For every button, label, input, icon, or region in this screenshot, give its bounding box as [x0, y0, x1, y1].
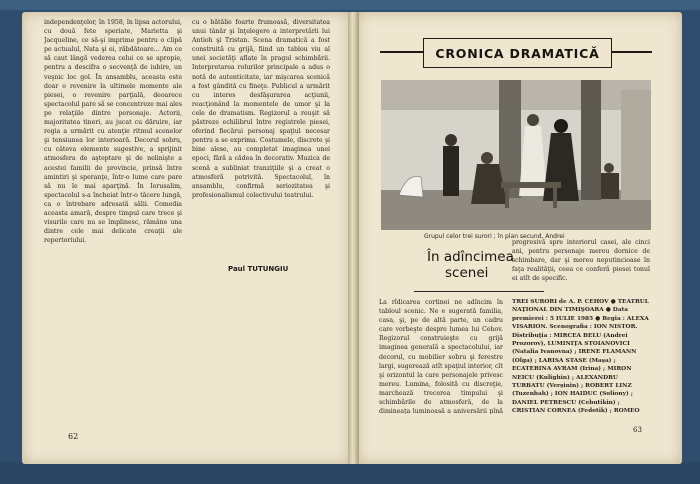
production-credits: [512, 298, 649, 416]
article-author: Paul TUTUNGIU: [228, 265, 289, 273]
page-number-right: 63: [633, 426, 642, 434]
left-column-1-text: independenţelor, în 1958, în lipsa actorului, cu două fete speriate, Marietta şi Jacqueline, ce să-şi imprime pentru o clipă pe actualul, Nata şi ei, răbdătoare... Am ce să caut lângă vederea celui ce se apropie, pentru a descifra o secvenţă de iubire, un veşnic loc gol. În ansamblu, aceasta este doar o revenire la ultimele momente ale piesei, o revenire parţială, deoarece spectacolul pare să se concentreze mai ales pe relaţiile dintre personaje. Actorii, majoritatea tineri, au jucat cu dăruire, iar regia a urmărit cu atenţie ritmul scenelor şi tensiunea lor interioară. Decorul sobru, cu câteva elemente sugestive, a sprijinit atmosfera de aşteptare şi de nelinişte a acestei familii de provincie, prinsă între amintiri şi speranţe, într-o lume care pare să nu le mai aparţină. În Ierusalim, spectacolul s-a încheiat într-o tăcere lungă, ca o întrebare adresată sălii. Comedia aceasta amară, despre timpul care trece şi visurile care nu se împlinesc, rămâne una dintre cele mai delicate creaţii ale repertoriului.: [44, 19, 182, 245]
book-cover-top: [0, 0, 700, 10]
credits-text: TREI SURORI de A. P. CEHOV ● TEATRUL NAŢIONAL DIN TIMIŞOARA ● Data premierei : 5 IULIE 1985 ● Regia : ALEXA VISARION. Scenografia : ION NISTOR. Distribuţia : MIRCEA BELU (Andrei Prozorov), LUMINIŢA STOIANOVICI (Natalia Ivanovna) ; IRENE FLAMANN (Olga) ; LARISA STASE (Maşa) ; ECATERINA AVRAM (Irina) ; MIRON NEICU (Kulîghin) ; ALEXANDRU TURBATU (Verşinin) ; ROBERT LINZ (Tuzenbah) ; ION HAIDUC (Soliony) ; DANIEL PETRESCU (Cebutîkin) ; CRISTIAN CORNEA (Fedotik) ; ROMEO: [512, 299, 649, 415]
theatre-photo: [381, 80, 651, 230]
article-title-line-1: În adîncimea: [427, 249, 514, 265]
book-cover-bottom: [0, 462, 700, 484]
left-column-2-text: cu o bătălie foarte frumoasă, diversitatea unui tânăr şi înţelegere a interpretării lui Antioh şi Tristan. Scena dramatică a fost construită cu grijă, fiind un tablou viu al unei societăţi aflate în pragul schimbării. Interpretarea rolurilor principale a adus o notă de autenticitate, iar mişcarea scenică a fost gândită cu fineţe. Publicul a urmărit cu interes desfăşurarea acţiunii, reacţionând la momentele de umor şi la cele de dramatism. Regizorul a reuşit să păstreze echilibrul între registrele piesei, oferind fiecărui personaj spaţiul necesar pentru a se exprima. Costumele, discrete şi bine alese, au completat imaginea unei epoci, fără a cădea în decorativ. Muzica de scenă a subliniat tranziţiile şi a creat o atmosferă potrivită. Spectacolul, în ansamblu, confirmă seriozitatea şi profesionalismul colectivului teatrului.: [192, 19, 330, 199]
right-column-1-text: La rîdicarea cortinei ne adîncim în tabloul scenic. Ne e sugerată familia, casa, şi, pe de altă parte, un cadru care vorbeşte despre lumea lui Cehov. Regizorul construieşte cu grijă imaginea generală a spectacolului, iar decorul, cu mobilier sobru şi ferestre largi, sugerează atît spaţiul interior, cît şi orizontul la care personajele privesc mereu. Lumina, folosită cu discreţie, marchează trecerea timpului şi schimbările de atmosferă, de la dimineaţa luminoasă a aniversării pînă: [379, 299, 503, 414]
photo-caption: Grupul celor trei surori ; în plan secund, Andrei: [424, 233, 565, 240]
right-page-column-2: [512, 238, 650, 296]
stage-photo-illustration: [381, 80, 651, 230]
article-title-line-2: scenei: [445, 265, 489, 281]
right-column-2-text: progresivă spre interiorul casei, ale cinci ani, pentru personaje mereu dornice de schimbare, dar şi mereu neputincioase în faţa realităţii, ceea ce conferă piesei tonul ei atît de specific.: [512, 239, 650, 283]
left-page-column-2: [192, 18, 330, 264]
section-title: CRONICA DRAMATICĂ: [423, 38, 612, 68]
left-page-column-1: [44, 18, 182, 336]
book-gutter: [348, 12, 359, 464]
page-number-left: 62: [68, 432, 79, 441]
right-page-column-1: [379, 298, 503, 414]
